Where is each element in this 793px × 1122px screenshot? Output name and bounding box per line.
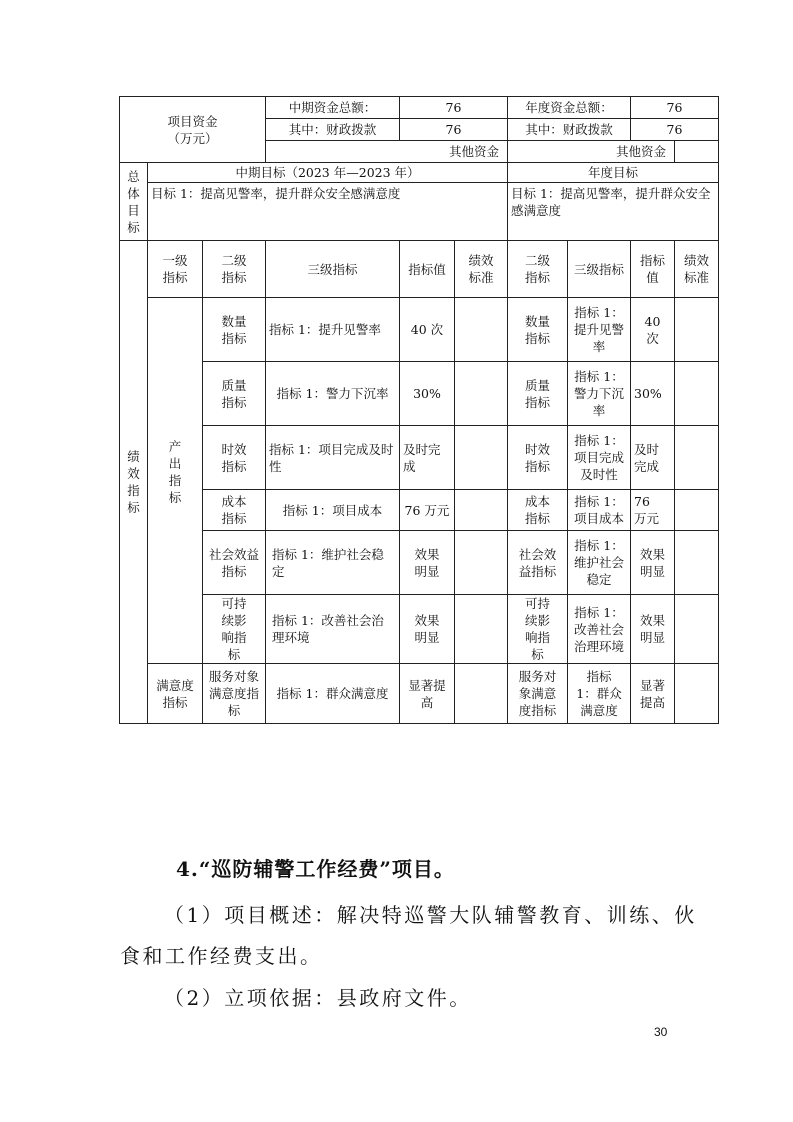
row-value: 76 万元 — [400, 490, 455, 531]
row-level3: 指标 1：维护社会稳定 — [266, 531, 400, 595]
header-annual-standard: 绩效标准 — [675, 241, 719, 298]
annual-total-label: 年度资金总额： — [508, 97, 631, 119]
row-annual-standard — [675, 531, 719, 595]
satisfaction-indicator-label: 满意度指标 — [148, 664, 203, 724]
row-annual-standard — [675, 298, 719, 362]
indicators-section-label: 绩效指标 — [120, 241, 148, 724]
row-level2: 可持续影响指标 — [203, 595, 266, 664]
midterm-other-label: 其他资金 — [266, 141, 508, 163]
table-row — [120, 595, 719, 664]
row-level2: 社会效益指标 — [203, 531, 266, 595]
row-annual-standard — [675, 426, 719, 490]
header-value: 指标值 — [400, 241, 455, 298]
row-level3: 指标 1：警力下沉率 — [266, 362, 400, 426]
midterm-goal-header: 中期目标（2023 年—2023 年） — [148, 163, 508, 183]
annual-total-value: 76 — [631, 97, 719, 119]
row-level3: 指标 1：群众满意度 — [266, 664, 400, 724]
section-heading: 4.“巡防辅警工作经费”项目。 — [176, 857, 455, 881]
row-annual-level3: 指标 1：群众满意度 — [568, 664, 631, 724]
row-value: 效果明显 — [400, 531, 455, 595]
header-annual-value: 指标值 — [631, 241, 675, 298]
row-annual-standard — [675, 595, 719, 664]
row-annual-value: 40次 — [631, 298, 675, 362]
midterm-fiscal-value: 76 — [400, 119, 508, 141]
row-annual-standard — [675, 490, 719, 531]
row-value: 30% — [400, 362, 455, 426]
row-standard — [455, 298, 508, 362]
row-level3: 指标 1：提升见警率 — [266, 298, 400, 362]
row-level3: 指标 1：改善社会治理环境 — [266, 595, 400, 664]
header-annual-level3: 三级指标 — [568, 241, 631, 298]
row-annual-level2: 数量指标 — [508, 298, 568, 362]
table-row — [120, 490, 719, 531]
row-annual-level3: 指标 1：项目完成及时性 — [568, 426, 631, 490]
annual-other-value — [675, 141, 719, 163]
row-level2: 数量指标 — [203, 298, 266, 362]
row-annual-level2: 服务对象满意度指标 — [508, 664, 568, 724]
row-level2: 时效指标 — [203, 426, 266, 490]
midterm-goal-text: 目标 1：提高见警率，提升群众安全感满意度 — [148, 183, 508, 241]
row-annual-level2: 成本指标 — [508, 490, 568, 531]
annual-other-label: 其他资金 — [508, 141, 675, 163]
table-row — [120, 531, 719, 595]
table-row — [120, 298, 719, 362]
row-level3: 指标 1：项目完成及时性 — [266, 426, 400, 490]
row-annual-level2: 社会效益指标 — [508, 531, 568, 595]
header-level2: 二级指标 — [203, 241, 266, 298]
row-value: 显著提高 — [400, 664, 455, 724]
row-annual-value: 30% — [631, 362, 675, 426]
row-annual-value: 效果明显 — [631, 531, 675, 595]
midterm-total-value: 76 — [400, 97, 508, 119]
header-standard: 绩效标准 — [455, 241, 508, 298]
funds-label-line1: 项目资金 — [167, 113, 218, 129]
row-value: 效果明显 — [400, 595, 455, 664]
row-annual-value: 显著提高 — [631, 664, 675, 724]
row-annual-level3: 指标 1：提升见警率 — [568, 298, 631, 362]
row-standard — [455, 595, 508, 664]
row-level2: 质量指标 — [203, 362, 266, 426]
goals-section-label: 总体目标 — [120, 163, 148, 241]
row-standard — [455, 664, 508, 724]
header-level1: 一级指标 — [148, 241, 203, 298]
row-value: 40 次 — [400, 298, 455, 362]
funds-label-cell — [120, 97, 266, 163]
row-annual-level2: 质量指标 — [508, 362, 568, 426]
table-row — [120, 362, 719, 426]
annual-goal-text: 目标 1：提高见警率，提升群众安全感满意度 — [508, 183, 719, 241]
row-annual-level2: 可持续影响指标 — [508, 595, 568, 664]
annual-goal-header: 年度目标 — [508, 163, 719, 183]
midterm-fiscal-label: 其中：财政拨款 — [266, 119, 400, 141]
row-annual-standard — [675, 362, 719, 426]
header-level3: 三级指标 — [266, 241, 400, 298]
row-standard — [455, 490, 508, 531]
row-level3: 指标 1：项目成本 — [266, 490, 400, 531]
row-level2: 服务对象满意度指标 — [203, 664, 266, 724]
table-row — [120, 664, 719, 724]
row-level2: 成本指标 — [203, 490, 266, 531]
row-annual-level3: 指标 1：改善社会治理环境 — [568, 595, 631, 664]
row-annual-level2: 时效指标 — [508, 426, 568, 490]
midterm-total-label: 中期资金总额： — [266, 97, 400, 119]
paragraph-overview-line1: （1）项目概述：解决特巡警大队辅警教育、训练、伙 — [164, 903, 697, 927]
annual-fiscal-label: 其中：财政拨款 — [508, 119, 631, 141]
header-annual-level2: 二级指标 — [508, 241, 568, 298]
row-annual-level3: 指标 1：警力下沉率 — [568, 362, 631, 426]
row-annual-value: 76 万元 — [631, 490, 675, 531]
performance-target-table — [119, 96, 719, 724]
paragraph-overview-line2: 食和工作经费支出。 — [120, 944, 323, 968]
row-value: 及时完成 — [400, 426, 455, 490]
row-annual-level3: 指标 1：项目成本 — [568, 490, 631, 531]
annual-fiscal-value: 76 — [631, 119, 719, 141]
row-annual-value: 效果明显 — [631, 595, 675, 664]
row-standard — [455, 531, 508, 595]
table-row — [120, 426, 719, 490]
paragraph-basis: （2）立项依据：县政府文件。 — [164, 986, 472, 1010]
page-number: 30 — [654, 1025, 668, 1039]
row-annual-level3: 指标 1：维护社会稳定 — [568, 531, 631, 595]
row-annual-standard — [675, 664, 719, 724]
output-indicator-label: 产出指标 — [148, 298, 203, 664]
row-annual-value: 及时完成 — [631, 426, 675, 490]
row-standard — [455, 426, 508, 490]
row-standard — [455, 362, 508, 426]
funds-label-line2: （万元） — [167, 130, 218, 146]
